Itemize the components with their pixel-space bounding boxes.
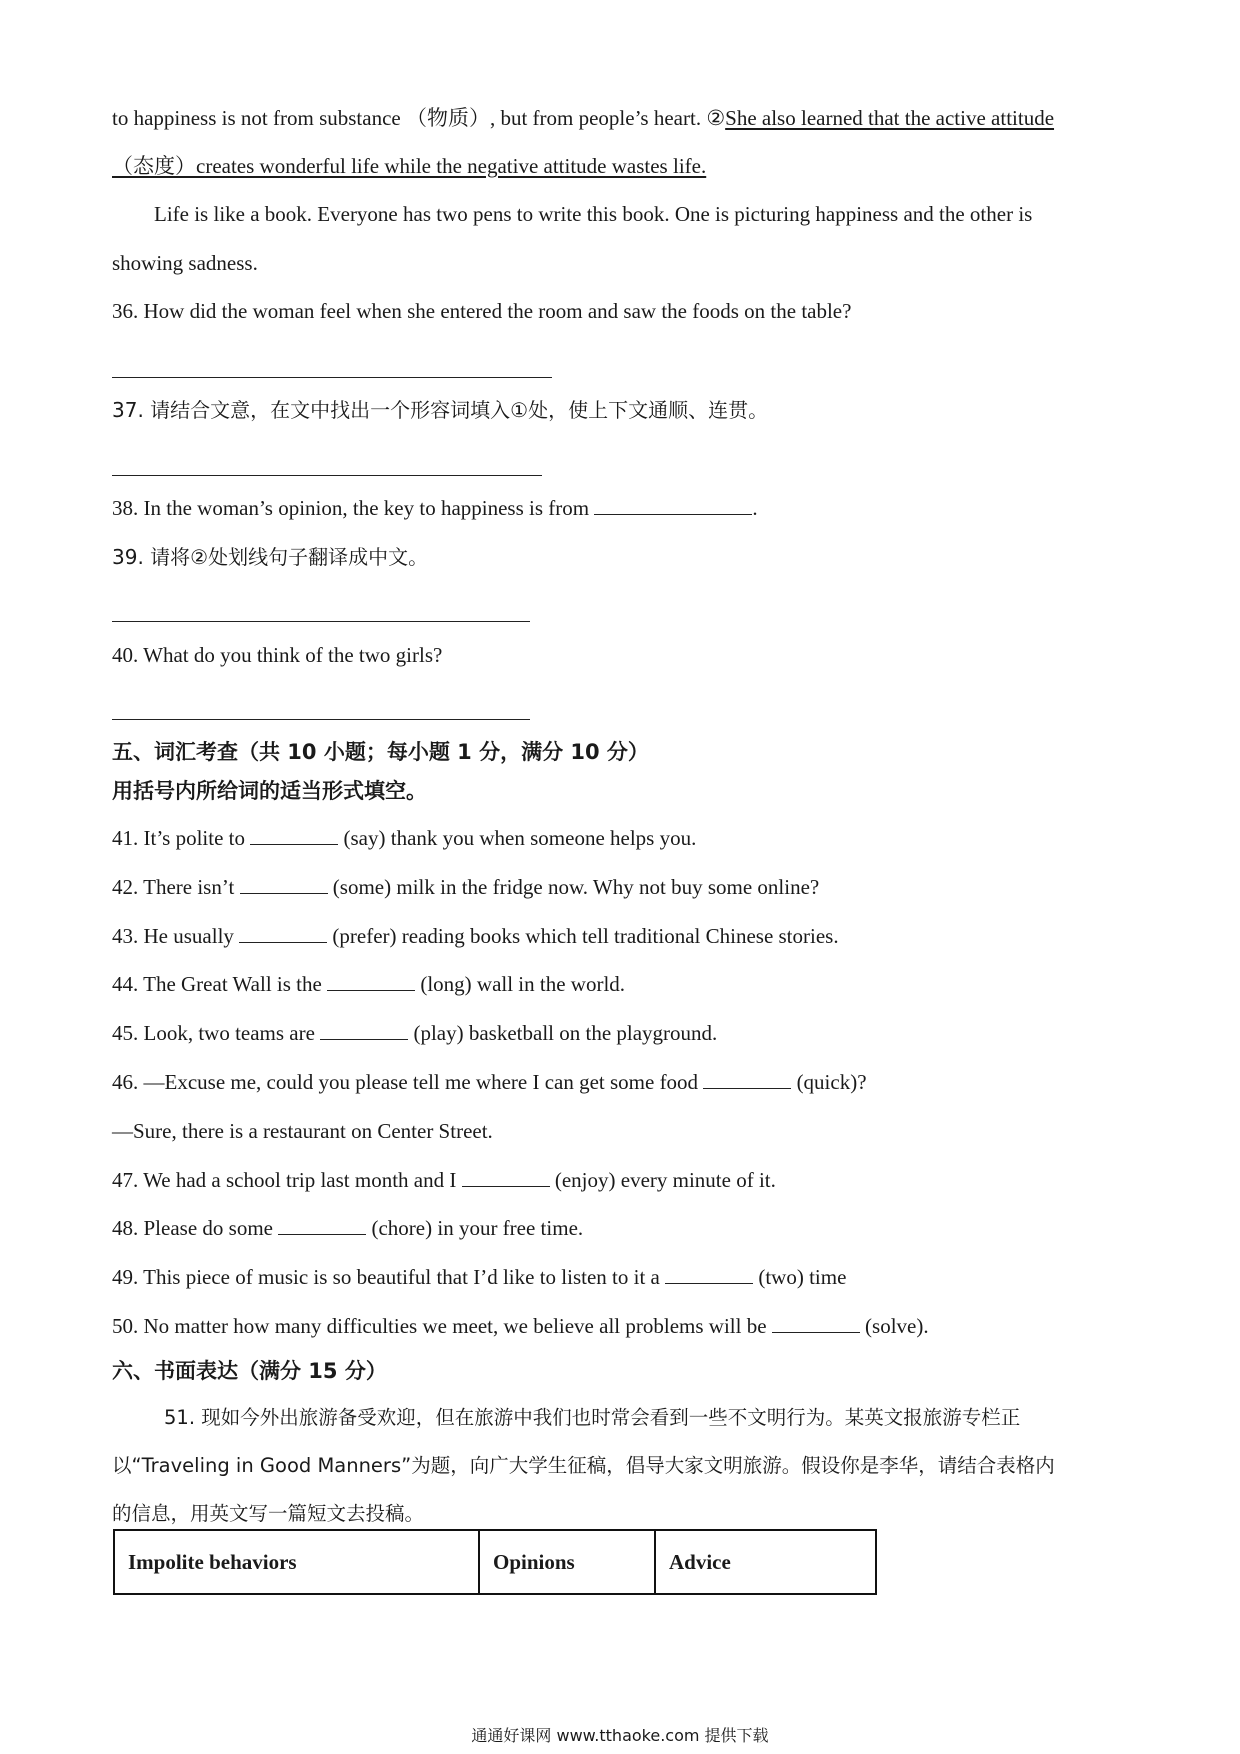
question-45-text: 45. Look, two teams are: [112, 1021, 315, 1045]
answer-blank-41[interactable]: [250, 826, 338, 845]
underlined-sentence: She also learned that the active attitude: [725, 106, 1055, 130]
question-48-text: 48. Please do some: [112, 1216, 273, 1240]
passage-line-2: （态度）creates wonderful life while the negative attitude wastes life.: [112, 154, 707, 178]
writing-info-table: [113, 1529, 877, 1595]
answer-line-40[interactable]: [112, 719, 530, 720]
question-38: [112, 494, 1132, 522]
answer-blank-43[interactable]: [239, 924, 327, 943]
question-44-rest: (long) wall in the world.: [420, 972, 626, 996]
passage-line-1: [112, 104, 1132, 132]
answer-line-36[interactable]: [112, 377, 552, 378]
question-43-rest: (prefer) reading books which tell traditional Chinese stories.: [332, 924, 839, 948]
writing-prompt-line-3: 的信息，用英文写一篇短文去投稿。: [112, 1502, 425, 1525]
question-46-rest: (quick)?: [796, 1070, 867, 1094]
question-41-rest: (say) thank you when someone helps you.: [343, 826, 697, 850]
question-39: 39. 请将②处划线句子翻译成中文。: [112, 545, 429, 569]
passage-line-3: Life is like a book. Everyone has two pens to write this book. One is picturing happiness and the other is: [154, 202, 1033, 226]
answer-line-39[interactable]: [112, 621, 530, 622]
question-43: [112, 922, 1132, 950]
header-opinions: Opinions: [479, 1530, 655, 1594]
question-46-reply: —Sure, there is a restaurant on Center Street.: [112, 1119, 493, 1143]
question-37: 37. 请结合文意，在文中找出一个形容词填入①处，使上下文通顺、连贯。: [112, 398, 769, 422]
question-42-text: 42. There isn’t: [112, 875, 235, 899]
passage-line-4: showing sadness.: [112, 251, 258, 275]
question-47-text: 47. We had a school trip last month and I: [112, 1168, 457, 1192]
question-50: [112, 1312, 1132, 1340]
question-46-text: 46. —Excuse me, could you please tell me where I can get some food: [112, 1070, 699, 1094]
question-49: [112, 1263, 1132, 1291]
answer-line-37[interactable]: [112, 475, 542, 476]
question-43-text: 43. He usually: [112, 924, 234, 948]
page-footer: 通通好课网 www.tthaoke.com 提供下载: [471, 1726, 769, 1745]
section-6-title: 六、书面表达（满分 15 分）: [112, 1359, 387, 1383]
question-45: [112, 1019, 1132, 1047]
answer-blank-46[interactable]: [703, 1070, 791, 1089]
question-40: 40. What do you think of the two girls?: [112, 643, 443, 667]
question-46: [112, 1068, 1132, 1096]
answer-blank-44[interactable]: [327, 972, 415, 991]
question-47: [112, 1166, 1132, 1194]
question-48-rest: (chore) in your free time.: [371, 1216, 584, 1240]
section-5-instruction: 用括号内所给词的适当形式填空。: [112, 779, 427, 803]
answer-blank-48[interactable]: [278, 1216, 366, 1235]
question-36: 36. How did the woman feel when she entered the room and saw the foods on the table?: [112, 299, 852, 323]
answer-blank-47[interactable]: [462, 1168, 550, 1187]
question-49-text: 49. This piece of music is so beautiful that I’d like to listen to it a: [112, 1265, 660, 1289]
answer-blank-50[interactable]: [772, 1314, 860, 1333]
question-48: [112, 1214, 1132, 1242]
question-41: [112, 824, 1132, 852]
header-impolite-behaviors: Impolite behaviors: [114, 1530, 479, 1594]
table-header-row: [114, 1530, 876, 1594]
writing-prompt-line-2: 以“Traveling in Good Manners”为题，向广大学生征稿，倡导大家文明旅游。假设你是李华，请结合表格内: [112, 1454, 1055, 1477]
question-45-rest: (play) basketball on the playground.: [413, 1021, 718, 1045]
section-5-title: 五、词汇考查（共 10 小题；每小题 1 分，满分 10 分）: [112, 740, 649, 764]
answer-blank-38[interactable]: [594, 496, 752, 515]
question-44: [112, 970, 1132, 998]
passage-line-1-text: to happiness is not from substance （物质）, but from people’s heart. ②: [112, 106, 726, 130]
header-advice: Advice: [655, 1530, 876, 1594]
writing-prompt-line-1: 51. 现如今外出旅游备受欢迎，但在旅游中我们也时常会看到一些不文明行为。某英文报旅游专栏正: [164, 1406, 1021, 1429]
question-44-text: 44. The Great Wall is the: [112, 972, 322, 996]
question-42: [112, 873, 1132, 901]
question-38-end: .: [752, 496, 758, 520]
question-49-rest: (two) time: [758, 1265, 847, 1289]
question-38-text: 38. In the woman’s opinion, the key to happiness is from: [112, 496, 590, 520]
question-42-rest: (some) milk in the fridge now. Why not buy some online?: [332, 875, 820, 899]
answer-blank-45[interactable]: [320, 1021, 408, 1040]
question-41-text: 41. It’s polite to: [112, 826, 245, 850]
answer-blank-49[interactable]: [665, 1265, 753, 1284]
question-47-rest: (enjoy) every minute of it.: [554, 1168, 776, 1192]
answer-blank-42[interactable]: [240, 875, 328, 894]
question-50-text: 50. No matter how many difficulties we meet, we believe all problems will be: [112, 1314, 767, 1338]
question-50-rest: (solve).: [865, 1314, 929, 1338]
